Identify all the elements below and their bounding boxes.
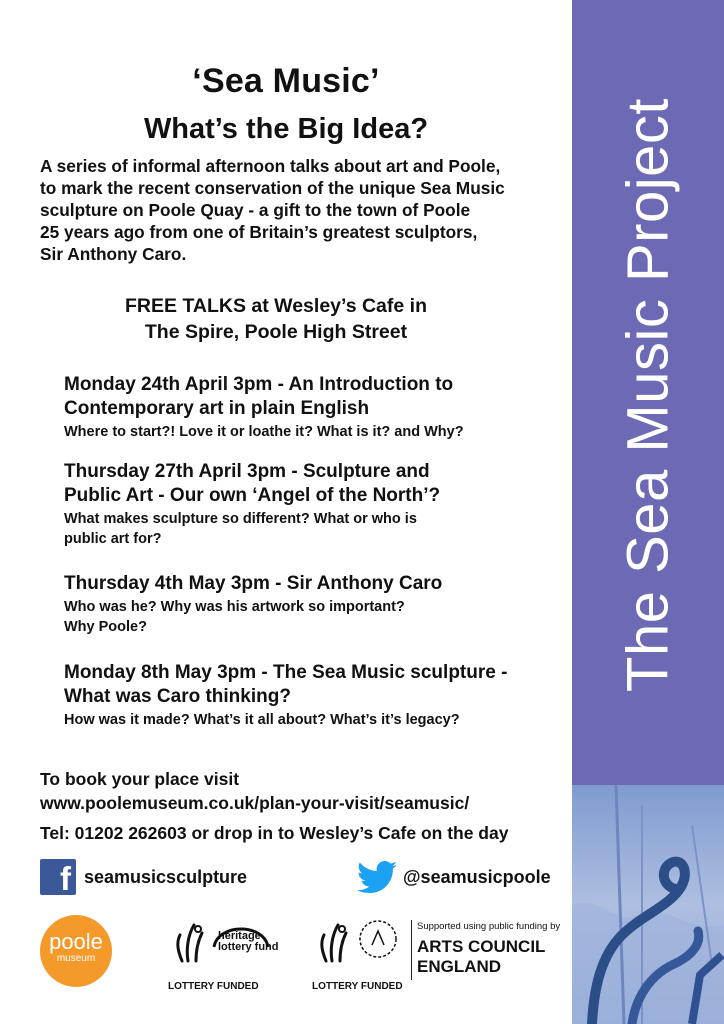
poole-logo-sub: museum xyxy=(56,953,96,964)
twitter-handle-text: @seamusicpoole xyxy=(403,866,551,887)
talk-item xyxy=(64,373,569,442)
talk-description: Who was he? Why was his artwork so important? Why Poole? xyxy=(64,599,405,635)
lottery-funded-label: LOTTERY FUNDED xyxy=(168,981,259,992)
crossed-fingers-icon xyxy=(168,921,212,965)
booking-info xyxy=(40,767,565,815)
lottery-arts-council-logo xyxy=(312,917,404,992)
twitter-bird-icon xyxy=(357,861,397,893)
heritage-text: heritage lottery fund xyxy=(218,930,279,953)
telephone-line: Tel: 01202 262603 or drop in to Wesley’s Cafe on the day xyxy=(40,823,509,843)
poole-museum-logo xyxy=(40,915,112,987)
talk-heading: Thursday 4th May 3pm - Sir Anthony Caro xyxy=(64,573,443,594)
sidebar-banner xyxy=(572,0,724,1024)
lottery-funded-label: LOTTERY FUNDED xyxy=(312,981,403,992)
talk-description: Where to start?! Love it or loathe it? What is it? and Why? xyxy=(64,424,464,440)
talk-description: What makes sculpture so different? What or who is public art for? xyxy=(64,511,417,547)
talk-description: How was it made? What’s it all about? What’s it’s legacy? xyxy=(64,712,460,728)
booking-label: To book your place visit xyxy=(40,769,240,789)
crossed-fingers-icon xyxy=(312,921,356,965)
talk-item xyxy=(64,460,569,549)
talk-item xyxy=(64,572,569,637)
arts-council-support-text: Supported using public funding by xyxy=(417,921,561,932)
heritage-lottery-fund-logo xyxy=(168,917,280,992)
sea-music-sculpture-photo xyxy=(572,785,724,1024)
poster-subtitle: What’s the Big Idea? xyxy=(143,113,429,145)
booking-url-link[interactable]: www.poolemuseum.co.uk/plan-your-visit/seamusic/ xyxy=(40,793,470,813)
talk-heading: Monday 24th April 3pm - An Introduction to Contemporary art in plain English xyxy=(64,374,454,419)
poster-title: ‘Sea Music’ xyxy=(192,62,380,100)
talk-heading: Thursday 27th April 3pm - Sculpture and Public Art - Our own ‘Angel of the North’? xyxy=(64,461,441,506)
sidebar-title: The Sea Music Project xyxy=(615,98,681,692)
arts-council-logo xyxy=(417,921,567,977)
talk-heading: Monday 8th May 3pm - The Sea Music sculpture - What was Caro thinking? xyxy=(64,662,508,707)
divider xyxy=(411,920,412,980)
arts-council-name: ARTS COUNCIL ENGLAND xyxy=(417,937,546,976)
talk-item xyxy=(64,661,569,730)
facebook-handle-text: seamusicsculpture xyxy=(84,866,248,887)
facebook-handle[interactable] xyxy=(40,857,247,897)
poole-logo-word: poole xyxy=(49,929,103,954)
twitter-handle[interactable] xyxy=(357,857,551,897)
free-talks-venue: FREE TALKS at Wesley’s Cafe in The Spire, Poole High Street xyxy=(125,295,427,343)
intro-paragraph: A series of informal afternoon talks about art and Poole, to mark the recent conservation of the unique Sea Music sculpture on Poole Quay - a gift to the town of Poole 25 years ago from one of Britain’s greatest sculptors, Sir Anthony Caro. xyxy=(40,156,505,264)
arts-council-seal-icon xyxy=(356,917,400,961)
facebook-icon: f xyxy=(40,859,76,895)
